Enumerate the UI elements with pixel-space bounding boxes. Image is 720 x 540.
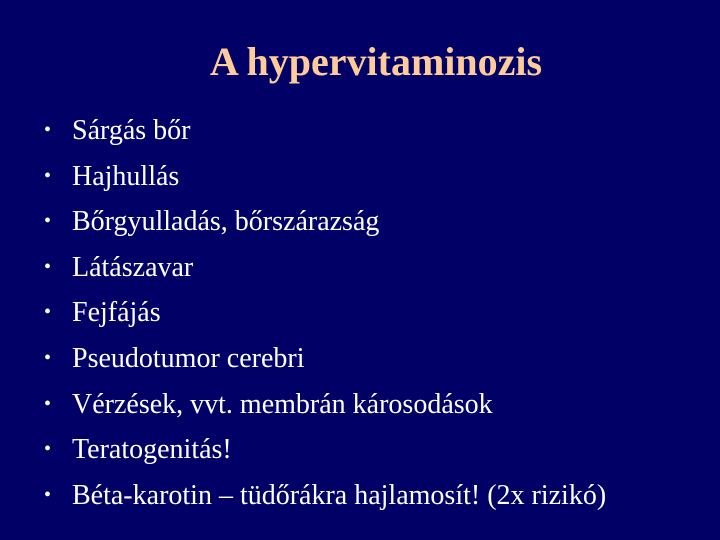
bullet-dot-icon: •: [44, 438, 52, 461]
bullet-dot-icon: •: [44, 346, 52, 369]
bullet-text: Bőrgyulladás, bőrszárazság: [72, 206, 380, 238]
bullet-dot-icon: •: [44, 164, 52, 187]
bullet-text: Vérzések, vvt. membrán károsodások: [72, 388, 493, 420]
bullet-dot-icon: •: [44, 210, 52, 233]
bullet-dot-icon: •: [44, 483, 52, 506]
bullet-text: Pseudotumor cerebri: [72, 342, 305, 374]
bullet-dot-icon: •: [44, 301, 52, 324]
bullet-text: Teratogenitás!: [72, 434, 232, 466]
bullet-text: Béta-karotin – tüdőrákra hajlamosít! (2x rizikó): [72, 479, 607, 511]
slide-title: A hypervitaminozis: [209, 39, 543, 84]
bullet-dot-icon: •: [44, 255, 52, 278]
bullet-text: Sárgás bőr: [72, 115, 191, 146]
bullet-text: Hajhullás: [72, 160, 180, 192]
bullet-dot-icon: •: [44, 392, 52, 415]
bullet-text: Fejfájás: [72, 297, 161, 329]
bullet-text: Látászavar: [72, 251, 194, 283]
bullet-dot-icon: •: [44, 119, 52, 141]
